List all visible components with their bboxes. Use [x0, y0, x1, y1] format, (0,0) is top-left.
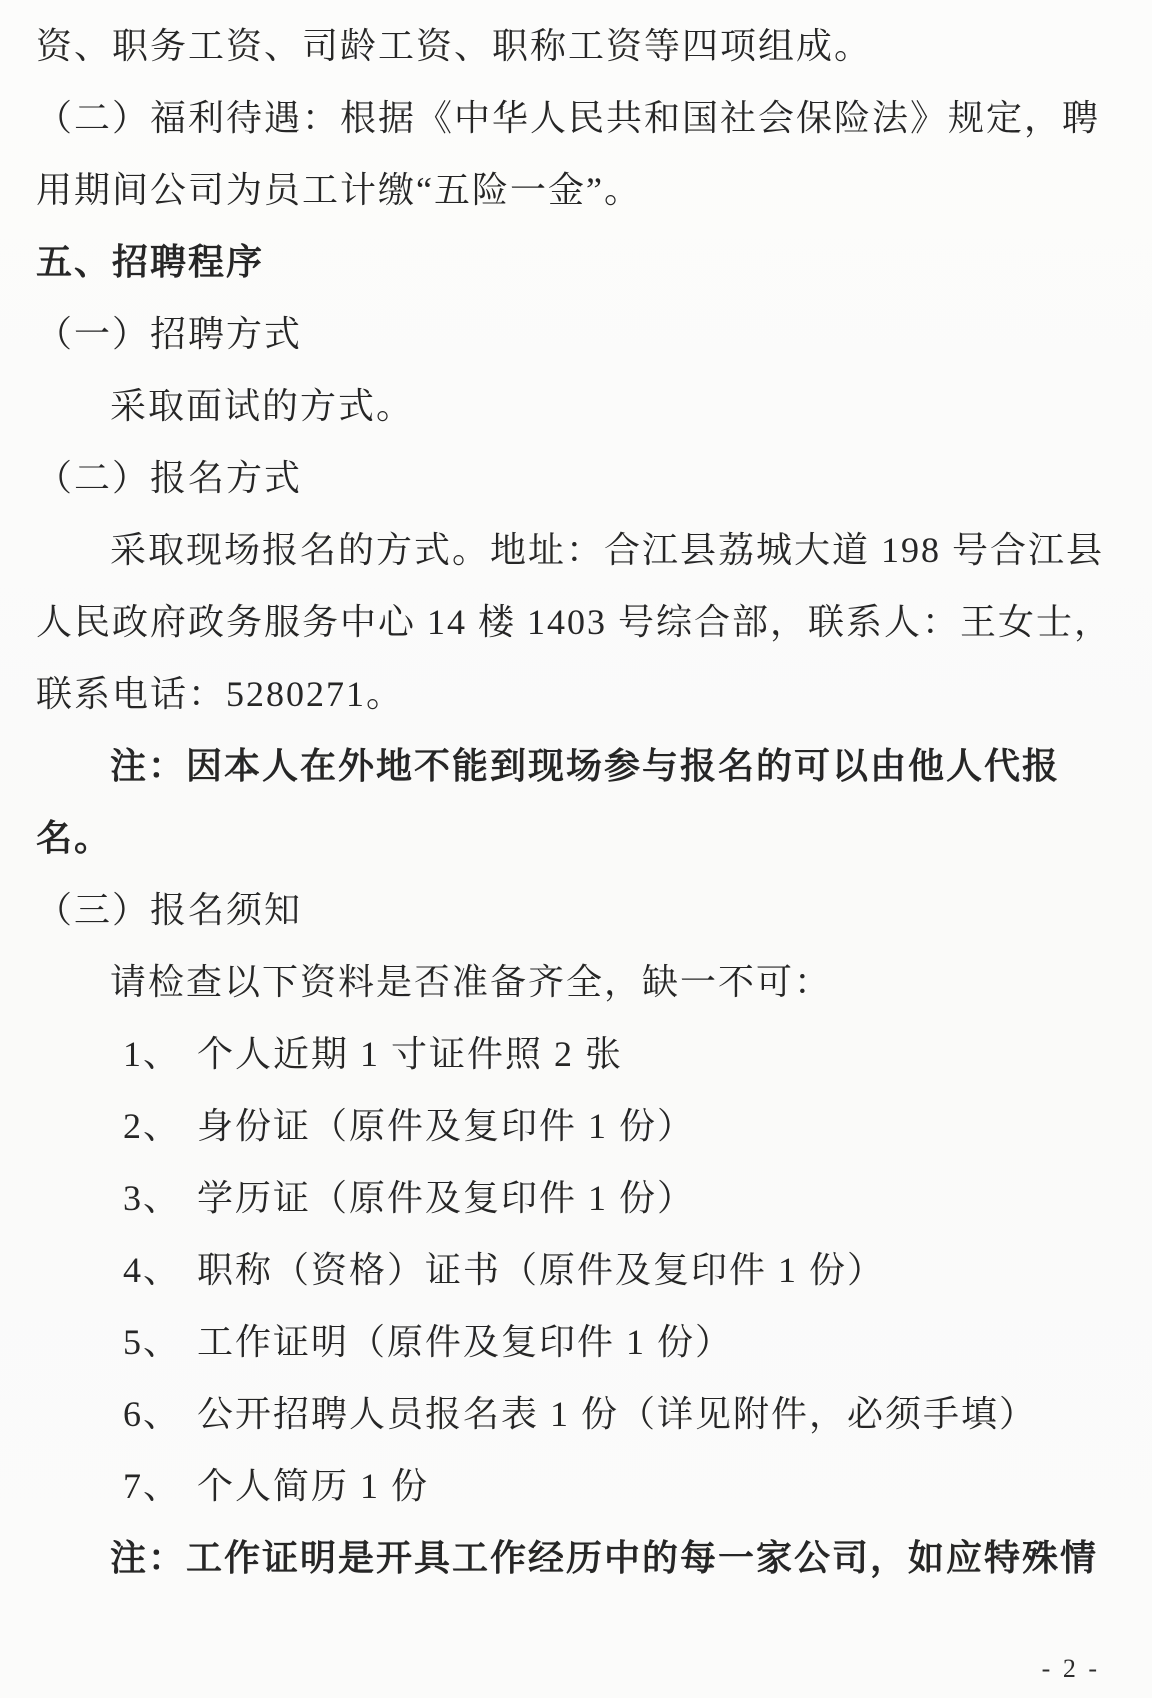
text-line: 注：工作证明是开具工作经历中的每一家公司，如应特殊情 — [110, 1538, 1099, 1578]
list-item-line — [123, 1306, 1126, 1378]
text-line: （三）报名须知 — [36, 890, 303, 930]
list-text: 职称（资格）证书（原件及复印件 1 份） — [197, 1250, 886, 1290]
text-line: 人民政府政务服务中心 14 楼 1403 号综合部，联系人：王女士， — [36, 602, 1113, 642]
text-line: （二）报名方式 — [36, 458, 303, 498]
list-item-line — [123, 1450, 1126, 1522]
list-text: 身份证（原件及复印件 1 份） — [197, 1106, 696, 1146]
list-item-line — [123, 1162, 1126, 1234]
list-number: 7、 — [123, 1466, 182, 1506]
list-text: 工作证明（原件及复印件 1 份） — [197, 1322, 734, 1362]
text-line: （一）招聘方式 — [36, 314, 303, 354]
text-line: （二）福利待遇：根据《中华人民共和国社会保险法》规定，聘 — [36, 98, 1101, 138]
list-item-line — [123, 1234, 1126, 1306]
document-body — [36, 10, 1126, 1594]
list-number: 1、 — [123, 1034, 182, 1074]
text-line: 资、职务工资、司龄工资、职称工资等四项组成。 — [36, 26, 873, 66]
list-item-line — [123, 1090, 1126, 1162]
text-line: 采取现场报名的方式。地址：合江县荔城大道 198 号合江县 — [110, 530, 1105, 570]
page-number: - 2 - — [1041, 1654, 1100, 1683]
text-line: 注：因本人在外地不能到现场参与报名的可以由他人代报 — [110, 746, 1061, 786]
list-text: 学历证（原件及复印件 1 份） — [197, 1178, 696, 1218]
list-text: 个人近期 1 寸证件照 2 张 — [197, 1034, 624, 1074]
list-item-line — [123, 1378, 1126, 1450]
list-number: 3、 — [123, 1178, 182, 1218]
text-line: 名。 — [36, 818, 113, 858]
list-number: 5、 — [123, 1322, 182, 1362]
list-number: 2、 — [123, 1106, 182, 1146]
list-number: 6、 — [123, 1394, 182, 1434]
list-item-line — [123, 1018, 1126, 1090]
text-line: 采取面试的方式。 — [110, 386, 415, 426]
list-number: 4、 — [123, 1250, 182, 1290]
text-line: 五、招聘程序 — [36, 242, 265, 282]
text-line: 请检查以下资料是否准备齐全，缺一不可： — [110, 962, 833, 1002]
list-text: 个人简历 1 份 — [197, 1466, 430, 1506]
text-line: 联系电话：5280271。 — [36, 674, 405, 714]
list-text: 公开招聘人员报名表 1 份（详见附件，必须手填） — [197, 1394, 1038, 1434]
text-line: 用期间公司为员工计缴“五险一金”。 — [36, 170, 642, 210]
